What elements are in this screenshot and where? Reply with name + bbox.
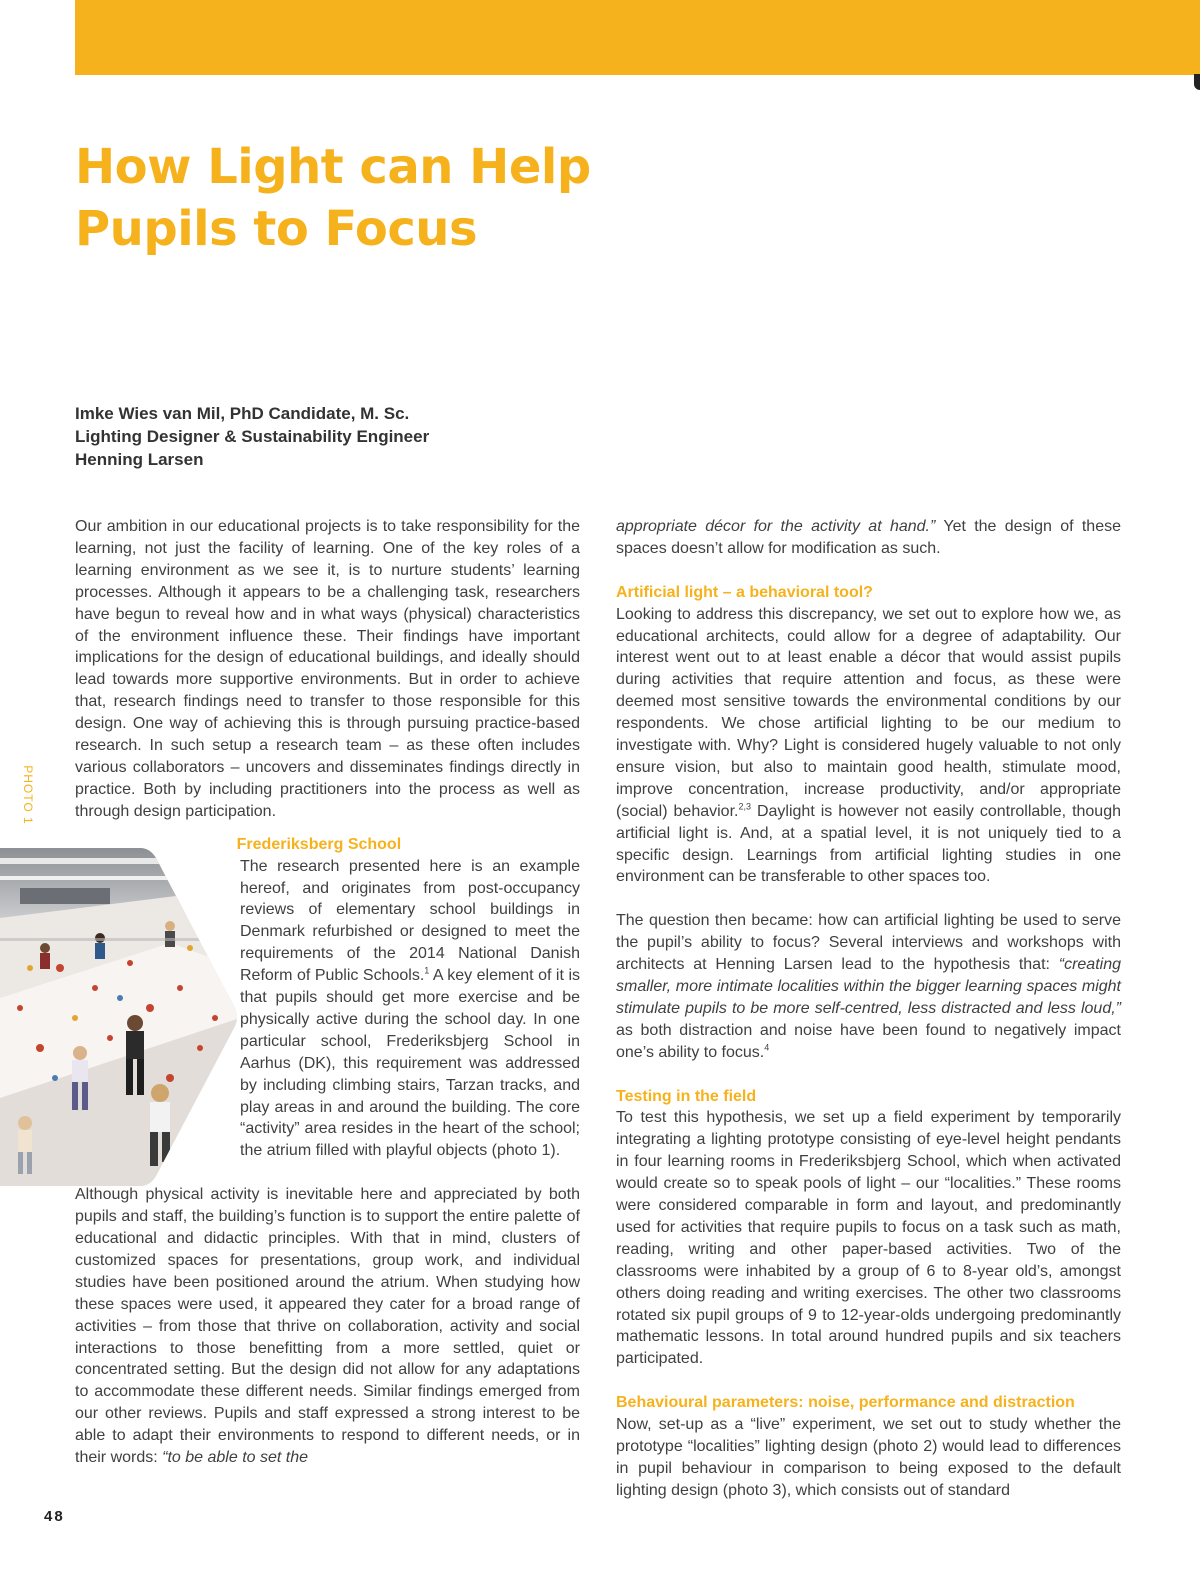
- author-company: Henning Larsen: [75, 450, 204, 469]
- frederiksberg-text-cont: A key element of it is that pupils should get more exercise and be physically active during the school day. In one particular school, Frederiksbjerg School in Aarhus (DK), this requirement was addressed by including climbing stairs, Tarzan tracks, and play areas in and around the building. The core “activity” area resides in the heart of the school; the atrium filled with playful objects (photo 1).: [240, 967, 581, 1160]
- hypothesis-text-cont: as both distraction and noise have been found to negatively impact one’s ability to focus.: [616, 1021, 1121, 1061]
- section-heading-frederiksberg: Frederiksberg School: [236, 835, 402, 853]
- artificial-light-paragraph: [616, 604, 1121, 889]
- author-name: Imke Wies van Mil, PhD Candidate, M. Sc.: [75, 404, 410, 423]
- artificial-light-text-cont: Daylight is however not easily controllable, though artificial light is. And, at a spatial level, it is not uniquely tied to a specific design. Learnings from artificial lighting studies in one environment can be transferable to other spaces too.: [616, 802, 1122, 886]
- footnote-ref-2-3: 2,3: [738, 801, 751, 812]
- photo-wrap-shape: [0, 834, 240, 1172]
- continued-paragraph: [616, 516, 1121, 560]
- author-block: [75, 402, 429, 471]
- page-edge-tab: [1194, 74, 1200, 90]
- footnote-ref-1: 1: [424, 965, 430, 976]
- article-title: [75, 136, 591, 260]
- photo-label: PHOTO 1: [21, 765, 35, 825]
- hypothesis-paragraph: [616, 910, 1121, 1063]
- section-heading-artificial-light: Artificial light – a behavioral tool?: [616, 583, 873, 601]
- photo-wrap-section: [75, 834, 580, 1163]
- footnote-ref-4: 4: [764, 1042, 770, 1053]
- page-number: 48: [44, 1508, 65, 1525]
- activity-paragraph: [75, 1184, 580, 1469]
- activity-quote: “to be able to set the: [162, 1449, 309, 1467]
- activity-text: Although physical activity is inevitable here and appreciated by both pupils and staff, the building’s function is to support the entire palette of educational and didactic principles. With that in mind, clusters of customized spaces for presentations, group work, and individual studies have been positioned around the atrium. When studying how these spaces were used, it appeared they cater for a broad range of activities – from those that thrive on collaboration, activity and social interactions to those benefitting from a more settled, quiet or concentrated setting. But the design did not allow for any adaptations to accommodate these different needs. Similar findings emerged from our other reviews. Pupils and staff expressed a strong interest to be able to adapt their environments to respond to different needs, or in their words:: [75, 1186, 580, 1467]
- testing-paragraph: To test this hypothesis, we set up a field experiment by temporarily integrating a lighting prototype consisting of eye-level height pendants in four learning rooms in Frederiksbjerg School, which when activated would create so to speak pools of light – our “localities.” These rooms were considered comparable in form and layout, and predominantly used for activities that require pupils to focus on a task such as math, reading, writing and other paper-based activities. Two of the classrooms were inhabited by a group of 6 to 8-year old’s, amongst others doing reading and writing exercises. The other two classrooms rotated six pupil groups of 9 to 12-year-olds undergoing predominantly mathematic lessons. In total around hundred pupils and six teachers participated.: [616, 1109, 1121, 1368]
- right-column: [616, 516, 1121, 1502]
- hypothesis-text: The question then became: how can artificial lighting be used to serve the pupil’s ability to focus? Several interviews and workshops with architects at Henning Larsen lead to the hypothesis that:: [616, 912, 1121, 974]
- left-column: [75, 516, 580, 1469]
- section-heading-behavioural: Behavioural parameters: noise, performance and distraction: [616, 1394, 1075, 1412]
- behavioural-paragraph: Now, set-up as a “live” experiment, we set out to study whether the prototype “localities” lighting design (photo 2) would lead to differences in pupil behaviour in comparison to being exposed to the default lighting design (photo 3), which consists out of standard: [616, 1416, 1121, 1499]
- intro-paragraph: Our ambition in our educational projects is to take responsibility for the learning, not just the facility of learning. One of the key roles of a learning environment as we see it, is to nurture students’ learning processes. Although it appears to be a challenging task, researchers have begun to reveal how and in what ways (physical) characteristics of the environment influence these. Their findings have important implications for the design of educational buildings, and ideally should lead towards more supportive environments. But in order to achieve that, research findings need to transfer to those responsible for this design. One way of achieving this is through pursuing practice-based research. In such setup a research team – as these often includes various collaborators – uncovers and disseminates findings directly in practice. Both by including practitioners into the process as well as through design participation.: [75, 518, 580, 820]
- title-line-2: Pupils to Focus: [75, 201, 478, 257]
- hypothesis-quote: “creating smaller, more intimate localities within the bigger learning spaces might stimulate pupils to be more self-centred, less distracted and less loud,”: [616, 956, 1121, 1017]
- continued-text: Yet the design of these spaces doesn’t allow for modification as such.: [616, 518, 1122, 557]
- frederiksberg-text: The research presented here is an example hereof, and originates from post-occupancy reviews of elementary school buildings in Denmark refurbished or designed to meet the requirements of the 2014 National Danish Reform of Public Schools.: [240, 857, 580, 985]
- artificial-light-text: Looking to address this discrepancy, we set out to explore how we, as educational architects, could allow for a degree of adaptability. Our interest went out to at least enable a décor that would assist pupils during activities that require attention and focus, as these were deemed most sensitive towards the environmental conditions by our respondents. We chose artificial lighting to be our medium to investigate with. Why? Light is considered hugely valuable to not only ensure vision, but also to maintain good health, stimulate mood, improve concentration, increase productivity, and/or appropriate (social) behavior.: [616, 605, 1121, 820]
- header-color-bar: [75, 0, 1200, 75]
- continued-quote: appropriate décor for the activity at hand.”: [616, 518, 936, 535]
- section-heading-testing: Testing in the field: [616, 1087, 757, 1105]
- author-role: Lighting Designer & Sustainability Engineer: [75, 427, 430, 446]
- title-line-1: How Light can Help: [75, 139, 591, 195]
